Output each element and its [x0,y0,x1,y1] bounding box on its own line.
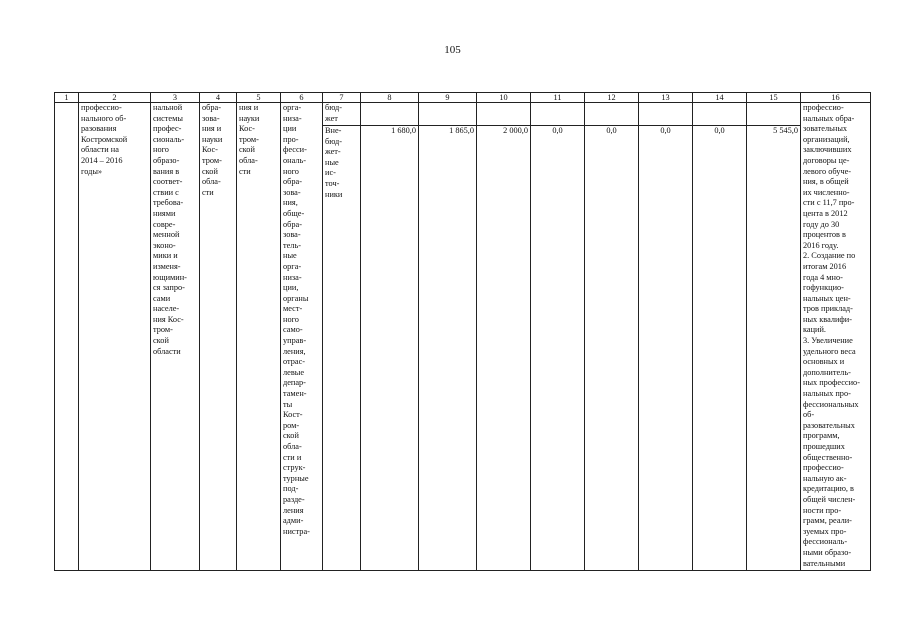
header-cell: 16 [801,93,871,103]
header-cell: 9 [419,93,477,103]
header-cell: 4 [200,93,237,103]
value-cell-15: 5 545,0 [747,126,801,571]
goal-cell: нальной системы профес- сиональ- ного образо- вания в соответ- ствии с требова- ниями совре- менной эконо- мики и изменя- ющимин- ся запро- сами населе- ния Кос- тром- ской области [151,103,200,571]
header-cell: 15 [747,93,801,103]
empty-cell [361,103,419,126]
header-cell: 11 [531,93,585,103]
empty-cell [639,103,693,126]
header-cell: 2 [79,93,151,103]
header-cell: 3 [151,93,200,103]
header-cell: 1 [55,93,79,103]
empty-cell [693,103,747,126]
funding-source-budget-cell: бюд- жет [323,103,361,126]
program-name-cell: профессио- нального об- разования Костромской области на 2014 – 2016 годы» [79,103,151,571]
empty-cell [477,103,531,126]
empty-cell [419,103,477,126]
table-row [55,103,871,126]
empty-cell [531,103,585,126]
header-cell: 8 [361,93,419,103]
header-cell: 5 [237,93,281,103]
expected-results-cell: профессио- нальных обра- зовательных организаций, заключивших договоры це- левого обуче- ния, в общей их численно- сти с 11,7 про- цента в 2012 году до 30 процентов в 2016 году. 2. Создание по итогам 2016 года 4 мно- гофункцио- нальных цен- тров приклад- ных квалифи- каций. 3. Увеличение удельного веса основных и дополнитель- ных профессио- нальных про- фессиональных об- разовательных программ, прошедших общественно- профессио- нальную ак- кредитацию, в общей числен- ности про- грамм, реали- зуемых про- фессиональ- ными образо- вательными [801,103,871,571]
value-cell-9: 1 865,0 [419,126,477,571]
value-cell-14: 0,0 [693,126,747,571]
header-cell: 14 [693,93,747,103]
header-cell: 6 [281,93,323,103]
responsible-executor-cell: обра- зова- ния и науки Кос- тром- ской обла- сти [200,103,237,571]
funding-source-extrabudget-cell: Вне- бюд- жет- ные ис- точ- ники [323,126,361,571]
empty-cell [585,103,639,126]
header-cell: 7 [323,93,361,103]
header-cell: 13 [639,93,693,103]
header-cell: 10 [477,93,531,103]
document-table [54,92,871,571]
coexecutor-cell: ния и науки Кос- тром- ской обла- сти [237,103,281,571]
participants-cell: орга- низа- ции про- фесси- ональ- ного обра- зова- ния, обще- обра- зова- тель- ные орга- низа- ции, органы мест- ного само- управ- ления, отрас- левые депар- тамен- ты Кост- ром- ской обла- сти и струк- турные под- разде- ления адми- нистра- [281,103,323,571]
row-number-cell [55,103,79,571]
page-number: 105 [444,44,461,56]
header-cell: 12 [585,93,639,103]
value-cell-8: 1 680,0 [361,126,419,571]
empty-cell [747,103,801,126]
value-cell-11: 0,0 [531,126,585,571]
header-row [55,93,871,103]
value-cell-12: 0,0 [585,126,639,571]
value-cell-13: 0,0 [639,126,693,571]
value-cell-10: 2 000,0 [477,126,531,571]
